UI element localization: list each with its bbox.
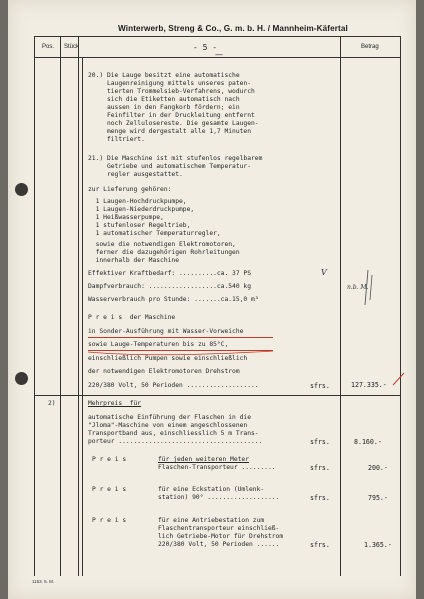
price-line: der notwendigen Elektromotoren Drehstrom [88,368,240,375]
price-line: in Sonder-Ausführung mit Wasser-Vorweiche [88,328,244,335]
text-line: sowie die notwendigen Elektromotoren, [88,241,236,248]
preis-line: Flaschen-Transporteur ......... [158,464,276,471]
price-line: sowie Lauge-Temperaturen bis zu 85°C, [88,341,229,348]
text-line: tierten Trommelsieb-Verfahrens, wodurch [88,88,255,95]
handwritten-note: n.b. M. [347,284,369,291]
text-line: Getriebe und automatischem Temperatur- [88,163,252,170]
text-line: zur Lieferung gehören: [88,186,172,193]
text-line: ferner die dazugehörigen Rohrleitungen [88,249,240,256]
pencil-stroke [365,270,368,305]
main-price-amount: 127.335.- [351,381,387,389]
page-number: - 5 - [193,43,218,52]
preis-line: Flaschentransporteur einschließ- [158,525,280,532]
preis-label: P r e i s [92,486,127,493]
currency: sfrs. [310,464,330,472]
text-line: Wasserverbrauch pro Stunde: .......ca.15,0 m³ [88,296,259,303]
preis-label: P r e i s [92,456,127,463]
text-line: regler ausgestattet. [88,171,183,178]
col-betrag-header: Betrag [361,44,379,50]
preis-amount: 795.- [368,494,388,502]
text-line: aussen in den Fangkorb fördern; ein [88,104,240,111]
pos2-title: Mehrpreis für [88,400,142,407]
text-line: 20.) Die Lauge besitzt eine automatische [88,72,240,79]
text-line: 1 Laugen-Hochdruckpumpe, [88,198,187,205]
preis-line: lich Getriebe-Motor für Drehstrom [158,533,284,540]
company-header: Winterwerb, Streng & Co., G. m. b. H. / Mannheim-Käfertal [118,24,348,33]
form-code: 1153. 5. M. [32,579,55,584]
position-number: 2) [48,400,56,407]
preis-line: für eine Eckstation (Umlenk- [158,486,265,493]
text-line: sich die Etiketten automatisch nach [88,96,240,103]
text-line: 1 automatischer Temperaturregler, [88,230,221,237]
handwritten-check: V [321,268,327,277]
currency: sfrs. [310,438,330,446]
price-line: 220/380 Volt, 50 Perioden ................... [88,382,259,389]
pencil-stroke [370,275,372,300]
col-stueck-header: Stück [64,44,80,50]
text-line: Dampfverbrauch: ..................ca.540 kg [88,283,252,290]
text-line: noch Zellulosereste. Die gesamte Laugen- [88,120,259,127]
col-pos-header: Pos. [42,44,55,50]
text-line: 1 stufenloser Regeltrieb, [88,222,191,229]
preis-line: 220/380 Volt, 50 Perioden ...... [158,541,280,548]
pos2-line: porteur ...................................... [88,438,263,445]
currency: sfrs. [310,494,330,502]
text-line: filtriert. [88,136,145,143]
text-line: 1 Heißwasserpumpe, [88,214,164,221]
price-line: einschließlich Pumpen sowie einschließlich [88,355,248,362]
text-line: Effektiver Kraftbedarf: ..........ca. 37 PS [88,270,252,277]
preis-amount: 1.365.- [364,541,392,549]
pos2-amount: 8.160.- [354,438,382,446]
pos2-line: automatische Einführung der Flaschen in die [88,414,252,421]
pos2-line: "Jloma"-Maschine von einem angeschlossenen [88,422,248,429]
preis-amount: 200.- [368,464,388,472]
handwritten-strokes [8,0,416,599]
price-line: P r e i s der Maschine [88,314,176,321]
document-page [8,0,416,599]
preis-line: für eine Antriebestation zum [158,517,265,524]
preis-label: P r e i s [92,517,127,524]
red-stroke [88,351,273,355]
text-line: 21.) Die Maschine ist mit stufenlos regelbarem [88,155,263,162]
text-line: 1 Laugen-Niederdruckpumpe, [88,206,195,213]
text-line: Laugenreinigung mittels unseres paten- [88,80,252,87]
currency: sfrs. [310,541,330,549]
preis-line: für jeden weiteren Meter [158,456,249,463]
text-line: Feinfilter in der Druckleitung entfernt [88,112,255,119]
pos2-line: Transportband aus, einschliesslich 5 m Trans- [88,430,259,437]
preis-line: station) 90° ................... [158,494,280,501]
currency: sfrs. [310,382,330,390]
handwritten-page-mark: — [215,50,223,59]
red-check-mark [393,373,404,385]
text-line: menge wird dergestalt alle 1,7 Minuten [88,128,252,135]
text-line: innerhalb der Maschine [88,257,179,264]
